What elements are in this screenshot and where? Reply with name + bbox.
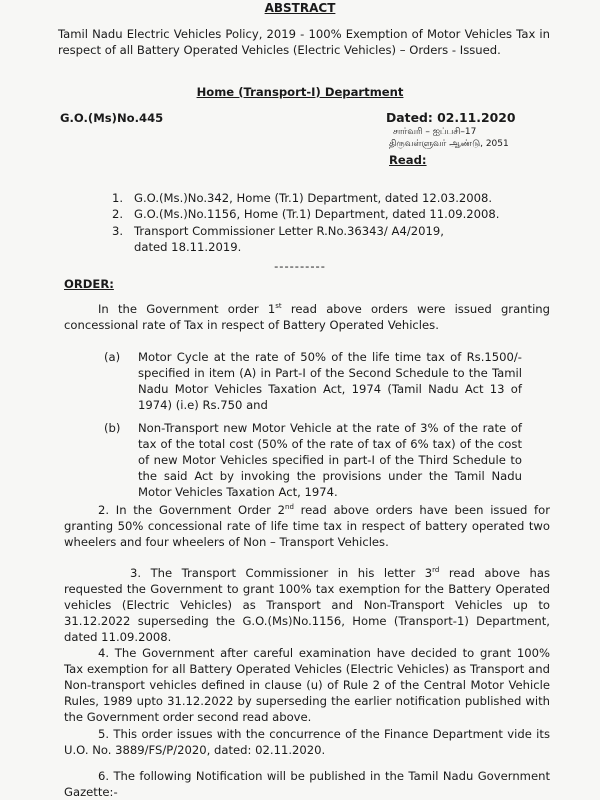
order-paragraph-6: 6. The following Notification will be published in the Tamil Nadu Government Gazette:- <box>64 769 550 799</box>
tamil-date-line-2: திருவள்ளுவர் ஆண்டு, 2051 <box>389 139 509 149</box>
sub-clause-label-a: (a) <box>104 350 121 364</box>
order-paragraph-4: 4. The Government after careful examination have decided to grant 100% Tax exemption for all Battery Operated Vehicles (Electric Vehicles) as Transport and Non-transport vehicles defined in clause (u) of Rule 2 of the Central Motor Vehicle Rules, 1989 upto 31.12.2022 by superseding the earlier notification published with the Government order second read above. <box>64 646 550 724</box>
order-paragraph-2: 2. In the Government Order 2nd read above orders have been issued for granting 50% concessional rate of life time tax in respect of battery operated two wheelers and four wheelers of Non – Transport Vehicles. <box>64 503 550 549</box>
read-heading: Read: <box>389 153 427 167</box>
dated: Dated: 02.11.2020 <box>386 110 516 125</box>
sub-clause-label-b: (b) <box>104 421 121 435</box>
go-number: G.O.(Ms)No.445 <box>60 111 164 125</box>
read-item-number: 3. <box>112 224 124 238</box>
abstract-heading: ABSTRACT <box>264 1 336 15</box>
department-heading: Home (Transport-I) Department <box>196 85 404 99</box>
order-heading: ORDER: <box>64 277 114 291</box>
read-item-text-continued: dated 18.11.2019. <box>134 240 242 254</box>
sub-clause-a: Motor Cycle at the rate of 50% of the life time tax of Rs.1500/- specified in item (A) in Part-I of the Second Schedule to the Tamil Nadu Motor Vehicles Taxation Act, 1974 (Tamil Nadu Act 13 of 1974) (i.e) Rs.750 and <box>138 350 522 412</box>
order-paragraph-1: In the Government order 1st read above orders were issued granting concessional rate of Tax in respect of Battery Operated Vehicles. <box>64 302 550 332</box>
order-paragraph-5: 5. This order issues with the concurrence of the Finance Department vide its U.O. No. 3889/FS/P/2020, dated: 02.11.2020. <box>64 727 550 757</box>
read-item-text: G.O.(Ms.)No.1156, Home (Tr.1) Department, dated 11.09.2008. <box>134 207 500 221</box>
abstract-body: Tamil Nadu Electric Vehicles Policy, 2019 - 100% Exemption of Motor Vehicles Tax in respect of all Battery Operated Vehicles (Electric Vehicles) – Orders - Issued. <box>58 27 550 57</box>
read-item-number: 1. <box>112 191 124 205</box>
sub-clause-b: Non-Transport new Motor Vehicle at the rate of 3% of the rate of tax of the total cost (50% of the rate of tax of 6% tax) of the cost of new Motor Vehicles specified in part-I of the Third Schedule to the said Act by invoking the provisions under the Tamil Nadu Motor Vehicles Taxation Act, 1974. <box>138 421 522 499</box>
order-paragraph-3: 3. The Transport Commissioner in his letter 3rd read above has requested the Government to grant 100% tax exemption for the Battery Operated vehicles (Electric Vehicles) as Transport and Non-Transport Vehicles up to 31.12.2022 superseding the G.O.(Ms)No.1156, Home (Transport-1) Department, dated 11.09.2008. <box>64 566 550 644</box>
read-item-text: G.O.(Ms.)No.342, Home (Tr.1) Department, dated 12.03.2008. <box>134 191 493 205</box>
read-item-number: 2. <box>112 207 124 221</box>
read-item-text: Transport Commissioner Letter R.No.36343/ A4/2019, <box>134 224 444 238</box>
separator: ---------- <box>274 259 326 273</box>
tamil-date-line-1: சார்வரி – ஐப்பசி–17 <box>393 127 477 137</box>
